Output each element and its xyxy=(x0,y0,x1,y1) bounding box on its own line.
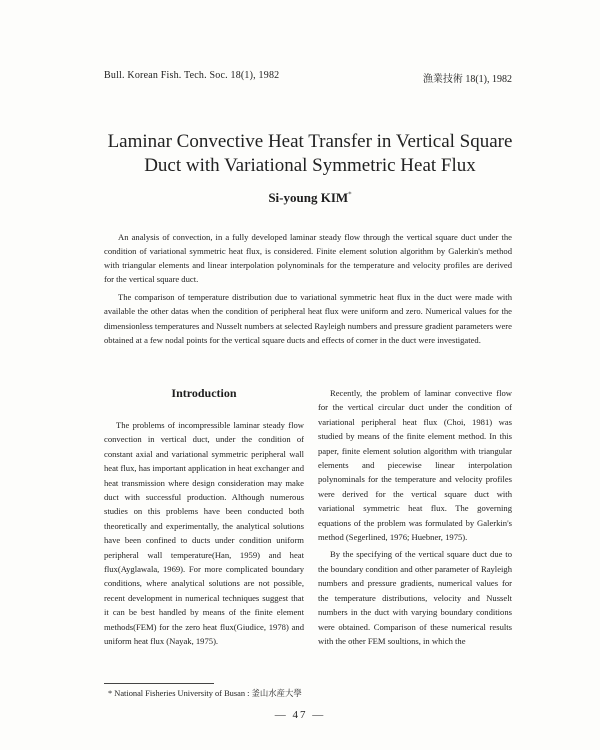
journal-header-korean: 漁業技術 18(1), 1982 xyxy=(422,74,512,85)
introduction-heading: Introduction xyxy=(171,386,237,400)
page-number: — 47 — xyxy=(274,709,326,721)
journal-header: Bull. Korean Fish. Tech. Soc. 18(1), 1982 xyxy=(104,70,280,81)
author-name: Si-young KIM xyxy=(268,190,349,205)
author-line xyxy=(60,190,560,206)
abstract-paragraph-1: An analysis of convection, in a fully developed laminar steady flow through the vertical square duct under the condition of variational symmetric heat flux, is considered. Finite element solution algorithm by Galerkin's method with triangular elements and linear interpolation polynominals for the temperature and velocity profiles are derived for the vertical square duct. xyxy=(104,232,512,285)
right-column xyxy=(318,386,512,648)
paper-title xyxy=(60,130,560,178)
intro-paragraph-right-1: Recently, the problem of laminar convective flow for the vertical circular duct under the condition of variational peripheral heat flux (Choi, 1981) was studied by means of the finite element method. In this paper, finite element solution algorithm with triangular elements and piecewise linear interpolation polynominals for the temperature and velocity profiles were derived for the vertical square duct with variational symmetric heat flux. The governing equations of the problem was formulated by Galerkin's method (Segerlined, 1976; Huebner, 1975). xyxy=(318,388,512,543)
footnote: * National Fisheries University of Busan : 釜山水産大學 xyxy=(108,689,302,698)
intro-paragraph-right-2: By the specifying of the vertical square duct due to the boundary condition and other parameter of Rayleigh numbers and pressure gradients, numerical values for the temperature distributions, velocity and Nusselt numbers in the duct with varying boundary conditions were obtained. Comparison of these numerical results with the other FEM soultions, in which the xyxy=(318,549,512,646)
intro-paragraph-left: The problems of incompressible laminar steady flow convection in vertical duct, under the condition of constant axial and variational symmetric peripheral wall heat flux, has important application in heat exchanger and heat transmission where design consideration may make duct with successful production. Although numerous studies on this problems have been conducted both theoretically and experimentally, the analytical solutions have been confined to ducts under condition uniform peripheral wall temperature(Han, 1959) and heat flux(Ayglawala, 1969). For more complicated boundary conditions, where analytical solutions are not possible, recent development in numerical techniques suggest that it can be best handled by means of the finite element methods(FEM) for the zero heat flux(Giudice, 1978) and uniform heat flux (Nayak, 1975). xyxy=(104,420,304,647)
title-line-2: Duct with Variational Symmetric Heat Flux xyxy=(144,155,476,176)
author-footnote-mark: * xyxy=(348,190,352,199)
left-column xyxy=(104,386,304,649)
title-line-1: Laminar Convective Heat Transfer in Vertical Square xyxy=(107,131,513,152)
abstract xyxy=(104,230,512,351)
footnote-rule xyxy=(104,683,214,684)
abstract-paragraph-2: The comparison of temperature distribution due to variational symmetric heat flux in the duct were made with available the other datas when the condition of peripheral heat flux were uniform and zero. Numerical values for the dimensionless temperatures and Nusselt numbers at selected Rayleigh numbers and pressure gradient parameters were obtained at a few nodal points for the vertical square ducts and effects of corner in the duct were investigated. xyxy=(104,292,512,345)
